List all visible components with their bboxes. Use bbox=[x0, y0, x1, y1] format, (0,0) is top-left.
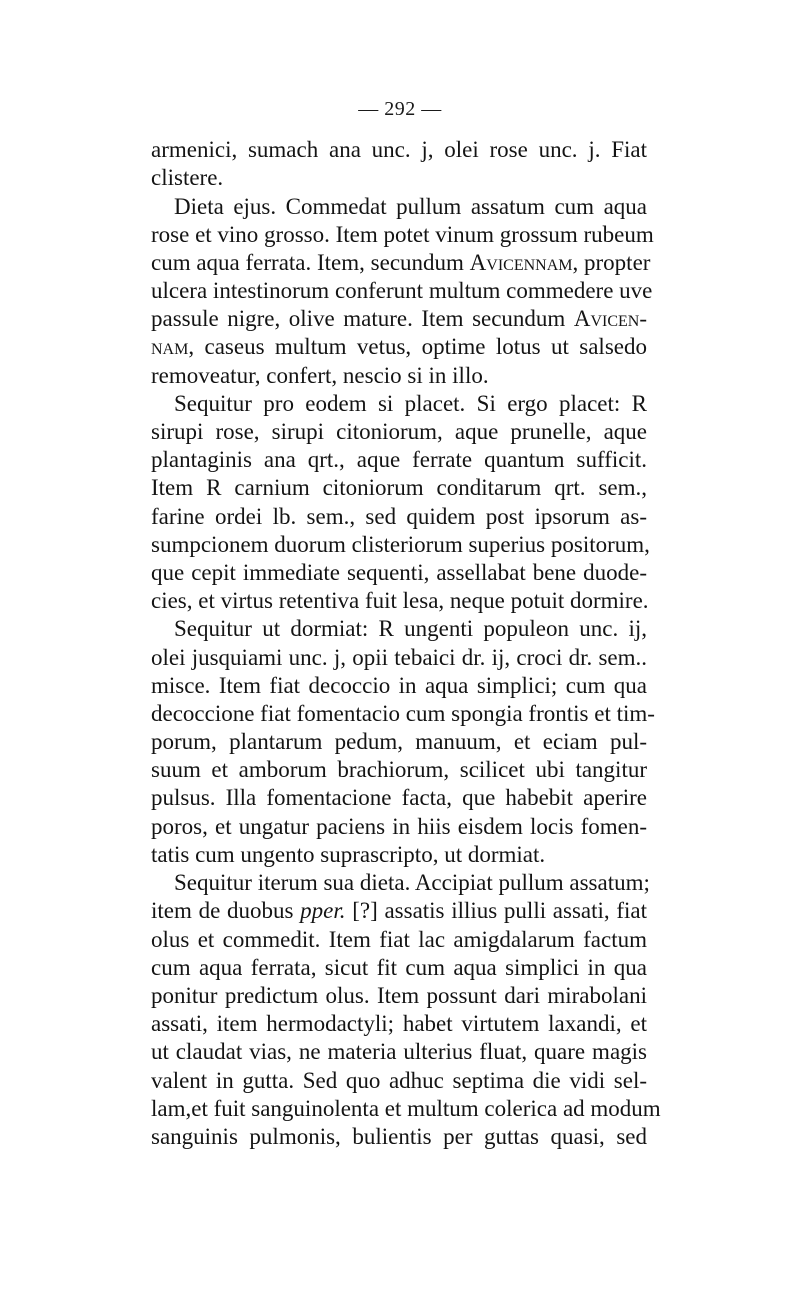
text-segment: pulsus. Illa fomentacione facta, que habebit aperire bbox=[151, 785, 647, 810]
page-number-header: — 292 — bbox=[358, 98, 442, 120]
text-segment: Avicennam bbox=[469, 250, 573, 275]
text-line bbox=[151, 446, 647, 474]
text-segment: Sequitur ut dormiat: R ungenti populeon unc. ij, bbox=[174, 616, 647, 641]
text-segment: ut claudat vias, ne materia ulterius fluat, quare magis bbox=[151, 1039, 647, 1064]
text-segment: tatis cum ungento suprascripto, ut dormiat. bbox=[151, 842, 546, 867]
text-line bbox=[174, 193, 647, 221]
text-segment: rose et vino grosso. Item potet vinum grossum rubeum bbox=[151, 222, 654, 247]
text-line bbox=[151, 926, 647, 954]
text-line bbox=[151, 1095, 661, 1123]
text-line bbox=[151, 700, 655, 728]
text-segment: valent in gutta. Sed quo adhuc septima die vidi sel- bbox=[151, 1068, 647, 1093]
text-segment: armenici, sumach ana unc. j, olei rose unc. j. Fiat bbox=[151, 137, 647, 162]
text-segment: Item R carnium citoniorum conditarum qrt. sem., bbox=[151, 475, 647, 500]
text-line bbox=[151, 559, 647, 587]
text-line bbox=[151, 333, 647, 361]
text-line bbox=[151, 756, 647, 784]
text-segment: clistere. bbox=[151, 165, 224, 190]
text-segment: plantaginis ana qrt., aque ferrate quantum sufficit. bbox=[151, 447, 647, 472]
text-segment: sanguinis pulmonis, bulientis per guttas quasi, sed bbox=[151, 1124, 647, 1149]
text-segment: Dieta ejus. Commedat pullum assatum cum aqua bbox=[174, 194, 647, 219]
text-segment: decoccione fiat fomentacio cum spongia frontis et tim- bbox=[151, 701, 655, 726]
text-segment: Sequitur pro eodem si placet. Si ergo placet: R bbox=[174, 391, 647, 416]
text-line bbox=[151, 897, 647, 925]
text-line bbox=[151, 418, 647, 446]
text-segment: olus et commedit. Item fiat lac amigdalarum factum bbox=[151, 927, 647, 952]
text-segment: que cepit immediate sequenti, assellabat bene duode- bbox=[151, 560, 647, 585]
text-line bbox=[174, 390, 647, 418]
text-segment: ulcera intestinorum conferunt multum commedere uve bbox=[151, 278, 653, 303]
text-segment: poros, et ungatur paciens in hiis eisdem locis fomen- bbox=[151, 814, 647, 839]
text-segment: misce. Item fiat decoccio in aqua simplici; cum qua bbox=[151, 673, 647, 698]
text-segment: Sequitur iterum sua dieta. Accipiat pullum assatum; bbox=[174, 870, 650, 895]
text-line bbox=[151, 221, 654, 249]
text-segment: Avicen- bbox=[573, 306, 647, 331]
text-segment: sumpcionem duorum clisteriorum superius positorum, bbox=[151, 532, 650, 557]
text-segment: removeatur, confert, nescio si in illo. bbox=[151, 363, 489, 388]
text-segment: item de duobus bbox=[151, 898, 301, 923]
text-segment: farine ordei lb. sem., sed quidem post ipsorum as- bbox=[151, 504, 647, 529]
text-line bbox=[151, 1123, 647, 1151]
text-line bbox=[151, 728, 647, 756]
text-segment: passule nigre, olive mature. Item secundum bbox=[151, 306, 574, 331]
text-segment: porum, plantarum pedum, manuum, et eciam pul- bbox=[151, 729, 647, 754]
text-line bbox=[151, 277, 653, 305]
text-segment: nam bbox=[151, 334, 189, 359]
text-line bbox=[151, 1010, 647, 1038]
text-line bbox=[151, 1067, 647, 1095]
text-line bbox=[174, 869, 650, 897]
text-line bbox=[151, 305, 647, 333]
text-line bbox=[151, 672, 647, 700]
text-segment: , caseus multum vetus, optime lotus ut salsedo bbox=[188, 334, 647, 359]
text-segment: cum aqua ferrata, sicut fit cum aqua simplici in qua bbox=[151, 955, 647, 980]
text-segment: ponitur predictum olus. Item possunt dari mirabolani bbox=[151, 983, 647, 1008]
text-line bbox=[151, 982, 647, 1010]
text-line bbox=[151, 164, 647, 192]
text-segment: lam,et fuit sanguinolenta et multum colerica ad modum bbox=[151, 1096, 661, 1121]
text-segment: cum aqua ferrata. Item, secundum bbox=[151, 250, 470, 275]
text-line bbox=[151, 249, 651, 277]
text-line bbox=[151, 841, 647, 869]
text-segment: [?] assatis illius pulli assati, fiat bbox=[345, 898, 647, 923]
text-segment: , propter bbox=[572, 250, 651, 275]
text-line bbox=[151, 474, 647, 502]
text-line bbox=[151, 644, 647, 672]
text-line bbox=[174, 615, 647, 643]
text-line bbox=[151, 503, 647, 531]
text-line bbox=[151, 362, 647, 390]
text-line bbox=[151, 136, 647, 164]
text-segment: pper. bbox=[300, 898, 346, 923]
text-line bbox=[151, 954, 647, 982]
text-line bbox=[151, 531, 650, 559]
text-segment: assati, item hermodactyli; habet virtutem laxandi, et bbox=[151, 1011, 647, 1036]
text-segment: olei jusquiami unc. j, opii tebaici dr. ij, croci dr. sem.. bbox=[151, 645, 647, 670]
text-line bbox=[151, 784, 647, 812]
text-segment: sirupi rose, sirupi citoniorum, aque prunelle, aque bbox=[151, 419, 647, 444]
text-line bbox=[151, 1038, 647, 1066]
text-line bbox=[151, 813, 647, 841]
text-segment: suum et amborum brachiorum, scilicet ubi tangitur bbox=[151, 757, 647, 782]
text-segment: cies, et virtus retentiva fuit lesa, neque potuit dormire. bbox=[151, 588, 649, 613]
text-line bbox=[151, 587, 647, 615]
